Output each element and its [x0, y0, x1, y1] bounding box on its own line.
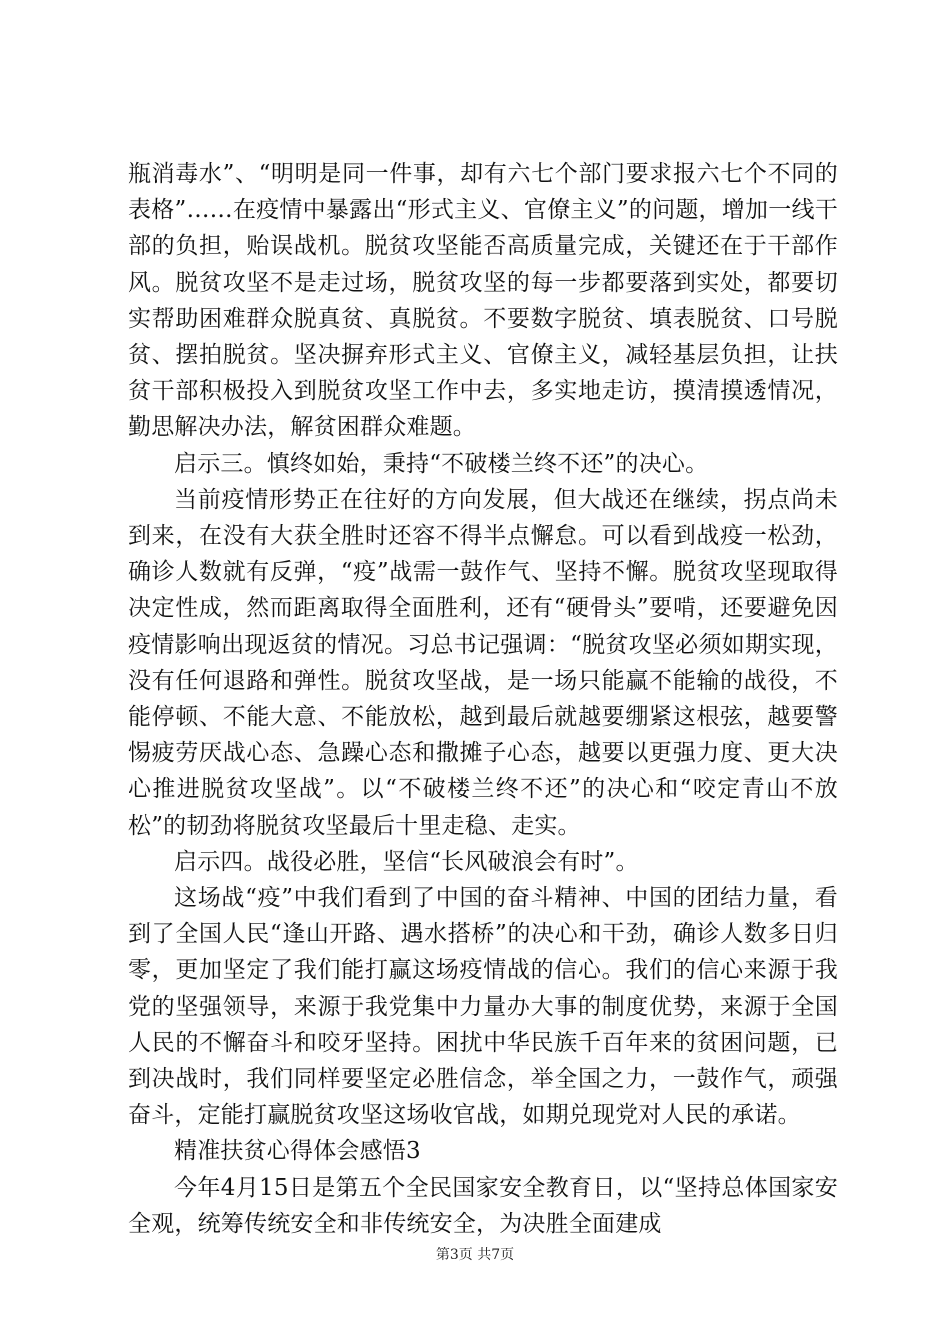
paragraph-3: 当前疫情形势正在往好的方向发展，但大战还在继续，拐点尚未到来，在没有大获全胜时还容不得半点懈怠。可以看到战疫一松劲，确诊人数就有反弹，“疫”战需一鼓作气、坚持不懈。脱贫攻坚现取得决定性成，然而距离取得全面胜利，还有“硬骨头”要啃，还要避免因疫情影响出现返贫的情况。习总书记强调：“脱贫攻坚必须如期实现，没有任何退路和弹性。脱贫攻坚战，是一场只能赢不能输的战役，不能停顿、不能大意、不能放松，越到最后就越要绷紧这根弦，越要警惕疲劳厌战心态、急躁心态和撒摊子心态，越要以更强力度、更大决心推进脱贫攻坚战”。以“不破楼兰终不还”的决心和“咬定青山不放松”的韧劲将脱贫攻坚最后十里走稳、走实。: [128, 486, 838, 839]
paragraph-7: 今年4月15日是第五个全民国家安全教育日，以“坚持总体国家安全观，统筹传统安全和非传统安全，为决胜全面建成: [128, 1174, 838, 1237]
document-body: [128, 156, 838, 1242]
paragraph-1: 瓶消毒水”、“明明是同一件事，却有六七个部门要求报六七个不同的表格”……在疫情中暴露出“形式主义、官僚主义”的问题，增加一线干部的负担，贻误战机。脱贫攻坚能否高质量完成，关键还在于干部作风。脱贫攻坚不是走过场，脱贫攻坚的每一步都要落到实处，都要切实帮助困难群众脱真贫、真脱贫。不要数字脱贫、填表脱贫、口号脱贫、摆拍脱贫。坚决摒弃形式主义、官僚主义，减轻基层负担，让扶贫干部积极投入到脱贫攻坚工作中去，多实地走访，摸清摸透情况，勤思解决办法，解贫困群众难题。: [128, 161, 838, 441]
paragraph-heading-inspiration-3: 启示三。慎终如始，秉持“不破楼兰终不还”的决心。: [174, 450, 709, 477]
page-footer: 第3页 共7页: [435, 1247, 515, 1263]
paragraph-heading-inspiration-4: 启示四。战役必胜，坚信“长风破浪会有时”。: [174, 848, 639, 875]
paragraph-5: 这场战“疫”中我们看到了中国的奋斗精神、中国的团结力量，看到了全国人民“逢山开路、遇水搭桥”的决心和干劲，确诊人数多日归零，更加坚定了我们能打赢这场疫情战的信心。我们的信心来源于我党的坚强领导，来源于我党集中力量办大事的制度优势，来源于全国人民的不懈奋斗和咬牙坚持。困扰中华民族千百年来的贫困问题，已到决战时，我们同样要坚定必胜信念，举全国之力，一鼓作气，顽强奋斗，定能打赢脱贫攻坚这场收官战，如期兑现党对人民的承诺。: [128, 885, 838, 1129]
section-title: 精准扶贫心得体会感悟3: [174, 1138, 421, 1165]
